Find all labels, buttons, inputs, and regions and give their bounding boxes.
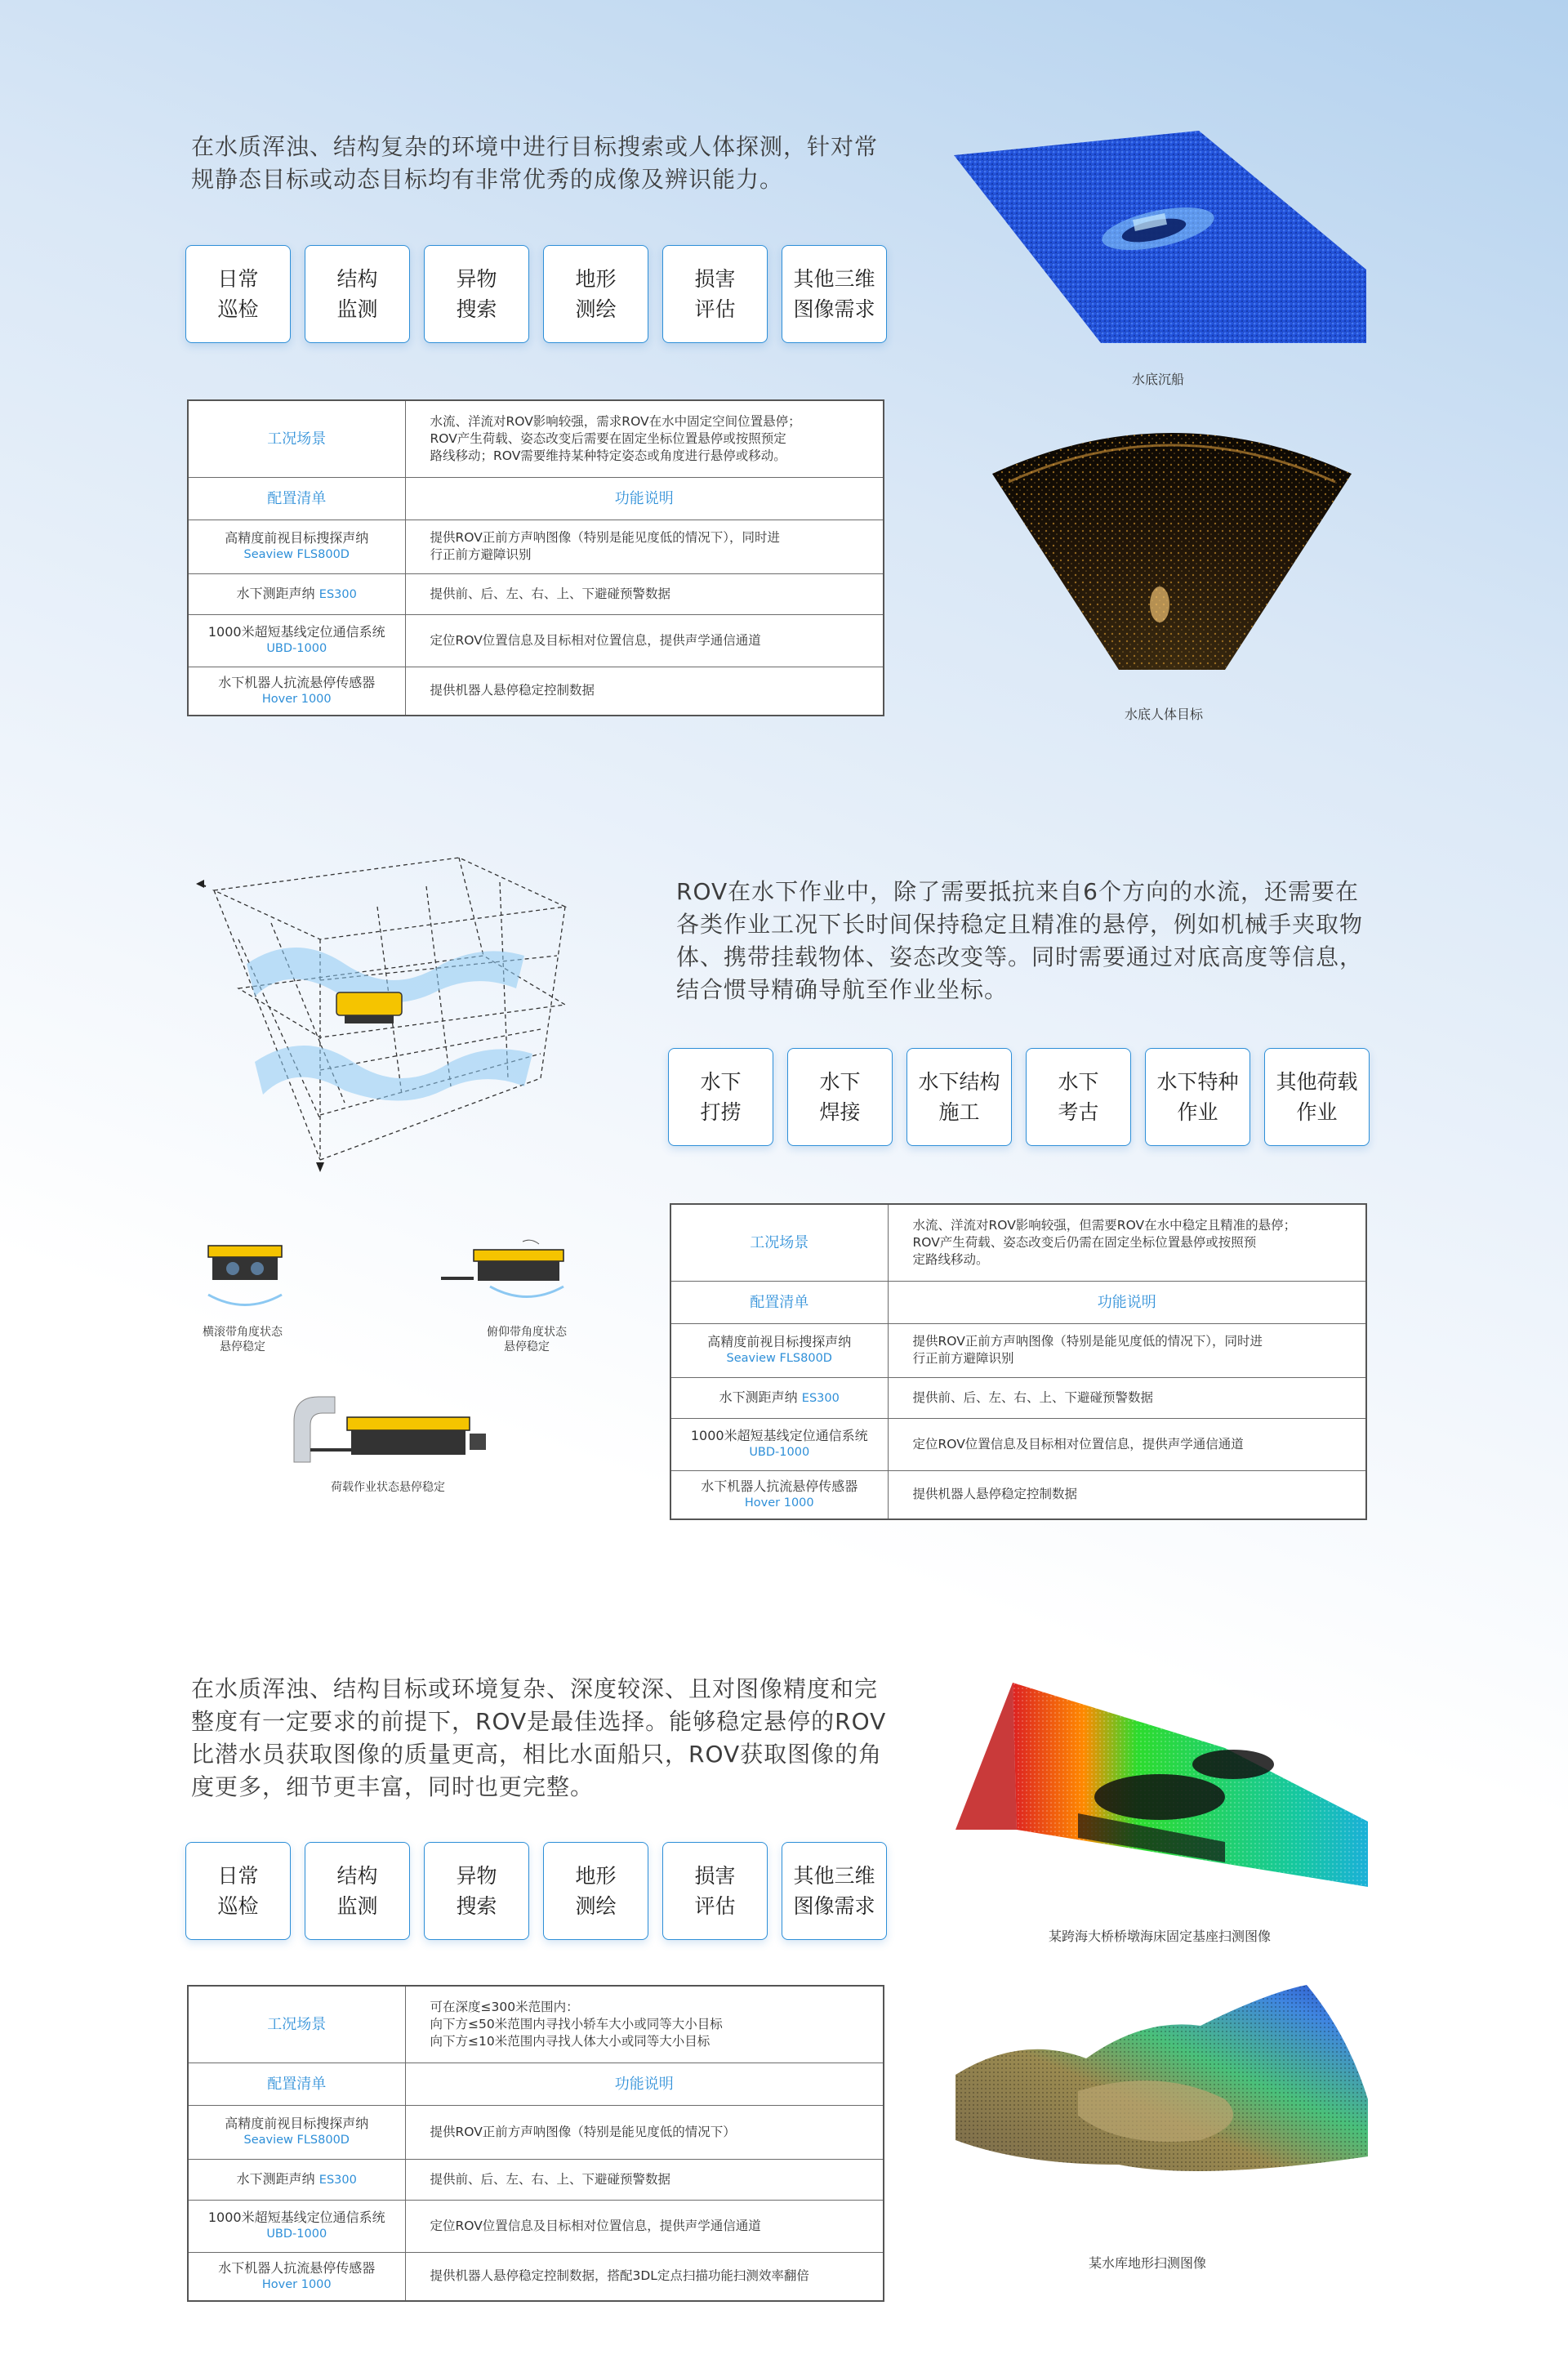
config-item: 1000米超短基线定位通信系统 UBD-1000 [670,1418,888,1470]
rov-roll-figure [200,1238,290,1295]
function-header: 功能说明 [405,477,884,520]
tag-foreign-object-search[interactable]: 异物 搜索 [424,1842,529,1940]
config-list-header: 配置清单 [188,477,405,520]
rov-6dof-grid-diagram [189,850,573,1201]
scene-text: 可在深度≤300米范围内： 向下方≤50米范围内寻找小轿车大小或同等大小目标 向下方≤10米范围内寻找人体大小或同等大小目标 [405,1986,884,2063]
tag-welding[interactable]: 水下 焊接 [787,1048,893,1146]
config-item: 水下测距声纳 ES300 [188,2159,405,2200]
section1-tag-group [185,245,887,343]
config-item: 1000米超短基线定位通信系统 UBD-1000 [188,614,405,667]
caption-pitch-hover: 俯仰带角度状态 悬停稳定 [487,1326,567,1353]
tag-archaeology[interactable]: 水下 考古 [1026,1048,1131,1146]
scene-label: 工况场景 [188,1986,405,2063]
bridge-pier-scan-image [956,1675,1368,1887]
section2-tag-group [668,1048,1370,1146]
tag-other-payload[interactable]: 其他荷载 作业 [1264,1048,1370,1146]
section1-intro: 在水质浑浊、结构复杂的环境中进行目标搜索或人体探测，针对常规静态目标或动态目标均有非常优秀的成像及辨识能力。 [191,133,879,193]
config-desc: 提供前、后、左、右、上、下避碰预警数据 [888,1377,1366,1418]
section1-spec-table [187,399,884,716]
rov-pitch-arc [482,1282,572,1307]
config-desc: 提供前、后、左、右、上、下避碰预警数据 [405,2159,884,2200]
tag-salvage[interactable]: 水下 打捞 [668,1048,773,1146]
caption-roll-hover: 横滚带角度状态 悬停稳定 [203,1326,283,1353]
tag-other-3d[interactable]: 其他三维 图像需求 [782,1842,887,1940]
config-desc: 提供ROV正前方声呐图像（特别是能见度低的情况下） [405,2105,884,2159]
caption-reservoir: 某水库地形扫测图像 [1088,2255,1206,2271]
caption-bridge-pier: 某跨海大桥桥墩海床固定基座扫测图像 [1048,1929,1271,1944]
config-desc: 提供机器人悬停稳定控制数据，搭配3DL定点扫描功能扫测效率翻倍 [405,2252,884,2301]
config-desc: 提供ROV正前方声呐图像（特别是能见度低的情况下），同时进 行正前方避障识别 [888,1323,1366,1377]
config-desc: 提供机器人悬停稳定控制数据 [888,1470,1366,1519]
function-header: 功能说明 [888,1281,1366,1323]
config-item: 水下测距声纳 ES300 [670,1377,888,1418]
human-target-sonar-image [992,425,1352,670]
config-item: 水下机器人抗流悬停传感器 Hover 1000 [670,1470,888,1519]
section3-spec-table [187,1985,884,2302]
tag-terrain-mapping[interactable]: 地形 测绘 [543,245,648,343]
config-desc: 定位ROV位置信息及目标相对位置信息，提供声学通信通道 [405,614,884,667]
rov-payload-figure [286,1389,498,1470]
tag-structure-construction[interactable]: 水下结构 施工 [906,1048,1012,1146]
config-item: 水下机器人抗流悬停传感器 Hover 1000 [188,667,405,716]
tag-other-3d[interactable]: 其他三维 图像需求 [782,245,887,343]
tag-structure-monitoring[interactable]: 结构 监测 [305,245,410,343]
tag-daily-inspection[interactable]: 日常 巡检 [185,245,291,343]
config-desc: 定位ROV位置信息及目标相对位置信息，提供声学通信通道 [888,1418,1366,1470]
tag-terrain-mapping[interactable]: 地形 测绘 [543,1842,648,1940]
tag-damage-assessment[interactable]: 损害 评估 [662,245,768,343]
config-item: 1000米超短基线定位通信系统 UBD-1000 [188,2200,405,2252]
config-item: 高精度前视目标搜探声纳 Seaview FLS800D [670,1323,888,1377]
function-header: 功能说明 [405,2063,884,2105]
config-desc: 提供ROV正前方声呐图像（特别是能见度低的情况下），同时进 行正前方避障识别 [405,520,884,573]
shipwreck-sonar-image [954,131,1366,343]
tag-special-operation[interactable]: 水下特种 作业 [1145,1048,1250,1146]
section2-spec-table [670,1203,1367,1520]
config-item: 高精度前视目标搜探声纳 Seaview FLS800D [188,520,405,573]
tag-daily-inspection[interactable]: 日常 巡检 [185,1842,291,1940]
reservoir-terrain-image [956,1985,1368,2181]
tag-damage-assessment[interactable]: 损害 评估 [662,1842,768,1940]
config-desc: 定位ROV位置信息及目标相对位置信息，提供声学通信通道 [405,2200,884,2252]
section3-tag-group [185,1842,887,1940]
caption-shipwreck: 水底沉船 [1131,372,1184,387]
config-item: 水下测距声纳 ES300 [188,573,405,614]
config-list-header: 配置清单 [670,1281,888,1323]
config-item: 水下机器人抗流悬停传感器 Hover 1000 [188,2252,405,2301]
config-desc: 提供前、后、左、右、上、下避碰预警数据 [405,573,884,614]
caption-payload-hover: 荷载作业状态悬停稳定 [331,1481,445,1494]
section2-intro: ROV在水下作业中，除了需要抵抗来自6个方向的水流，还需要在各类作业工况下长时间保持稳定且精准的悬停，例如机械手夹取物体、携带挂载物体、姿态改变等。同时需要通过对底高度等信息，结合惯导精确导航至作业坐标。 [676,878,1364,1003]
scene-text: 水流、洋流对ROV影响较强，但需要ROV在水中稳定且精准的悬停； ROV产生荷载、姿态改变后仍需在固定坐标位置悬停或按照预 定路线移动。 [888,1204,1366,1281]
tag-structure-monitoring[interactable]: 结构 监测 [305,1842,410,1940]
caption-human-target: 水底人体目标 [1124,707,1203,722]
config-list-header: 配置清单 [188,2063,405,2105]
config-desc: 提供机器人悬停稳定控制数据 [405,667,884,716]
config-item: 高精度前视目标搜探声纳 Seaview FLS800D [188,2105,405,2159]
scene-text: 水流、洋流对ROV影响较强，需求ROV在水中固定空间位置悬停； ROV产生荷载、姿态改变后需要在固定坐标位置悬停或按照预定 路线移动；ROV需要维持某种特定姿态或角度进行悬停或移动。 [405,400,884,477]
rov-pitch-figure [441,1238,588,1287]
scene-label: 工况场景 [188,400,405,477]
scene-label: 工况场景 [670,1204,888,1281]
section3-intro: 在水质浑浊、结构目标或环境复杂、深度较深、且对图像精度和完整度有一定要求的前提下，ROV是最佳选择。能够稳定悬停的ROV比潜水员获取图像的质量更高，相比水面船只，ROV获取图像的角度更多，细节更丰富，同时也更完整。 [191,1675,887,1800]
tag-foreign-object-search[interactable]: 异物 搜索 [424,245,529,343]
rov-roll-arc [200,1291,290,1315]
